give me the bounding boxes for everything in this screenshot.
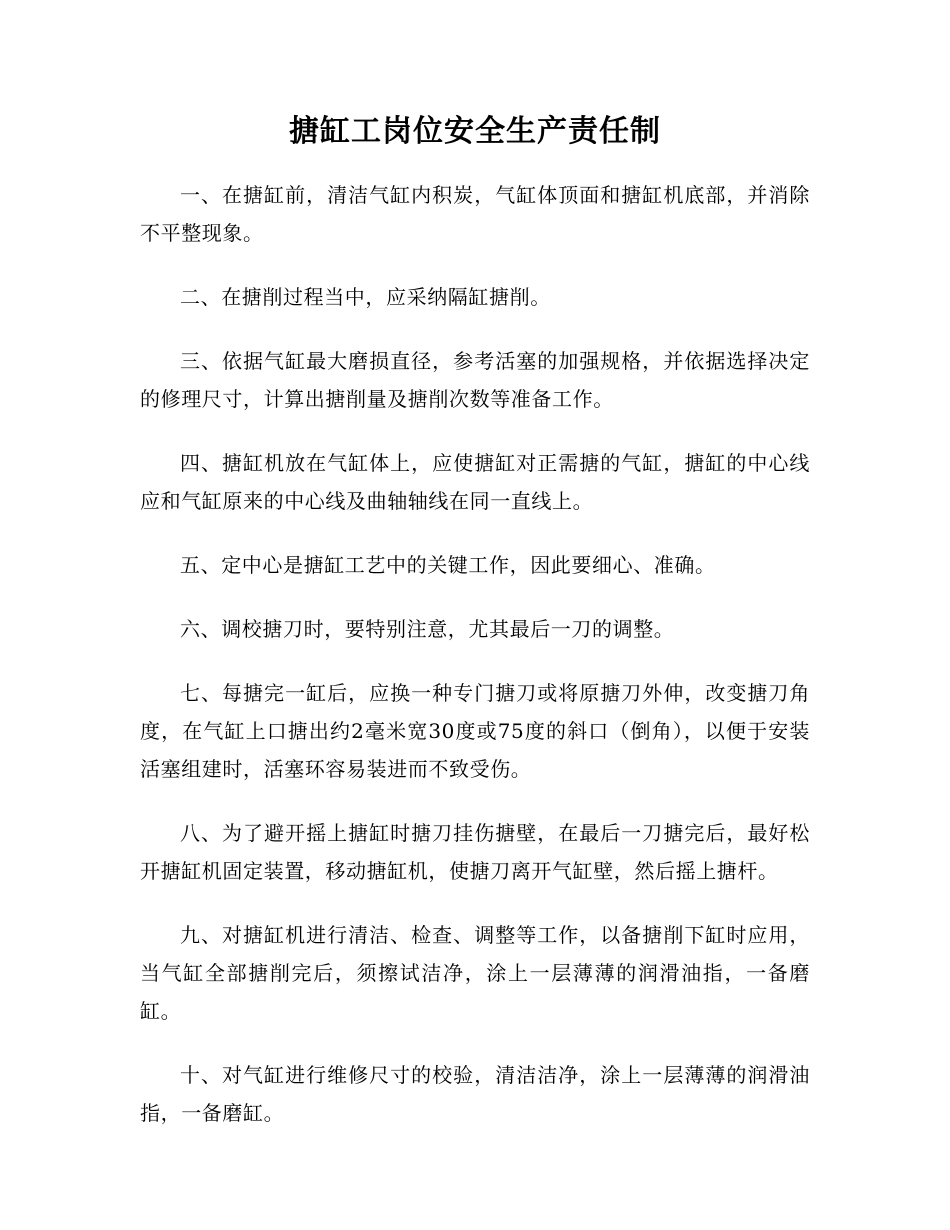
paragraph-2: 二、在搪削过程当中，应采纳隔缸搪削。 xyxy=(180,285,551,309)
paragraph-10: 十、对气缸进行维修尺寸的校验，清洁洁净，涂上一层薄薄的润滑油指，一备磨缸。 xyxy=(140,1063,810,1125)
document-body xyxy=(140,176,810,1132)
paragraph-5: 五、定中心是搪缸工艺中的关键工作，因此要细心、准确。 xyxy=(180,553,716,577)
paragraph-8: 八、为了避开摇上搪缸时搪刀挂伤搪壁，在最后一刀搪完后，最好松开搪缸机固定装置，移动搪缸机，使搪刀离开气缸壁，然后摇上搪杆。 xyxy=(140,821,810,883)
paragraph-3: 三、依据气缸最大磨损直径，参考活塞的加强规格，并依据选择决定的修理尺寸，计算出搪削量及搪削次数等准备工作。 xyxy=(140,349,810,411)
paragraph-4: 四、搪缸机放在气缸体上，应使搪缸对正需搪的气缸，搪缸的中心线应和气缸原来的中心线及曲轴轴线在同一直线上。 xyxy=(140,451,810,513)
paragraph-1: 一、在搪缸前，清洁气缸内积炭，气缸体顶面和搪缸机底部，并消除不平整现象。 xyxy=(140,183,810,245)
paragraph-9: 九、对搪缸机进行清洁、检查、调整等工作，以备搪削下缸时应用，当气缸全部搪削完后，须擦试洁净，涂上一层薄薄的润滑油指，一备磨缸。 xyxy=(140,923,810,1023)
paragraph-7: 七、每搪完一缸后，应换一种专门搪刀或将原搪刀外伸，改变搪刀角度，在气缸上口搪出约2毫米宽30度或75度的斜口（倒角），以便于安装活塞组建时，活塞环容易装进而不致受伤。 xyxy=(140,681,810,781)
paragraph-6: 六、调校搪刀时，要特别注意，尤其最后一刀的调整。 xyxy=(180,617,675,641)
document-title: 搪缸工岗位安全生产责任制 xyxy=(289,114,661,149)
